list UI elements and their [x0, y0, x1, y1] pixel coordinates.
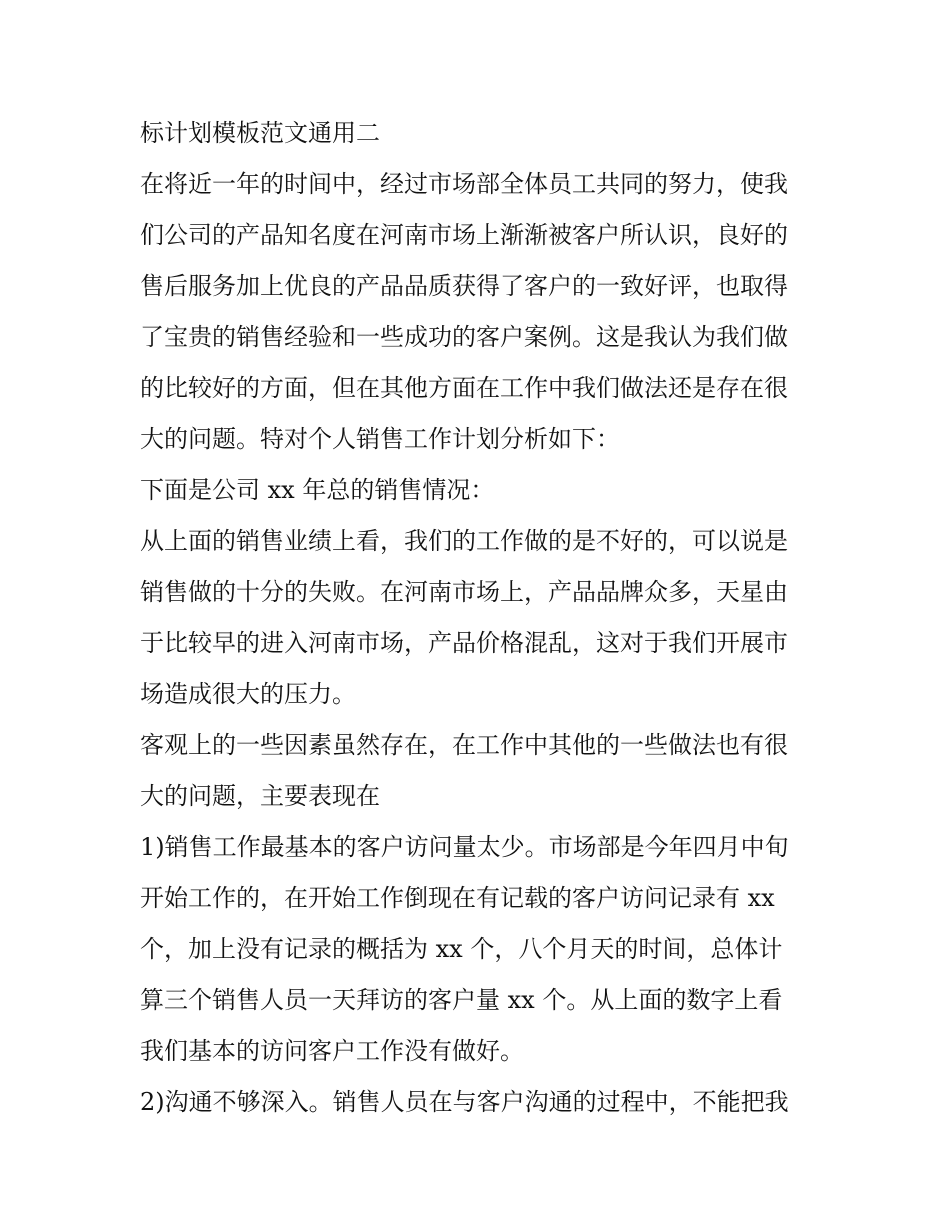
paragraph-line: 从上面的销售业绩上看，我们的工作做的是不好的，可以说是: [140, 527, 788, 555]
paragraph-line: 售后服务加上优良的产品品质获得了客户的一致好评，也取得: [140, 272, 788, 300]
list-item-line: 算三个销售人员一天拜访的客户量 xx 个。从上面的数字上看: [140, 986, 783, 1014]
paragraph-line: 场造成很大的压力。: [140, 680, 356, 708]
document-body: [140, 108, 816, 1128]
list-item-line: 个，加上没有记录的概括为 xx 个，八个月天的时间，总体计: [140, 935, 783, 963]
list-item-line: 开始工作的，在开始工作倒现在有记载的客户访问记录有 xx: [140, 884, 775, 912]
paragraph-line: 在将近一年的时间中，经过市场部全体员工共同的努力，使我: [140, 170, 788, 198]
paragraph-line: 了宝贵的销售经验和一些成功的客户案例。这是我认为我们做: [140, 323, 788, 351]
paragraph-line: 们公司的产品知名度在河南市场上渐渐被客户所认识，良好的: [140, 221, 788, 249]
list-item-line: 2)沟通不够深入。销售人员在与客户沟通的过程中，不能把我: [140, 1088, 789, 1116]
paragraph-line: 客观上的一些因素虽然存在，在工作中其他的一些做法也有很: [140, 731, 788, 759]
document-title-line: 标计划模板范文通用二: [140, 119, 380, 147]
list-item-line: 1)销售工作最基本的客户访问量太少。市场部是今年四月中旬: [140, 833, 789, 861]
paragraph-line: 下面是公司 xx 年总的销售情况：: [140, 476, 495, 504]
paragraph-line: 销售做的十分的失败。在河南市场上，产品品牌众多，天星由: [140, 578, 788, 606]
paragraph-line: 大的问题。特对个人销售工作计划分析如下：: [140, 425, 620, 453]
list-item-line: 我们基本的访问客户工作没有做好。: [140, 1037, 524, 1065]
paragraph-line: 大的问题，主要表现在: [140, 782, 380, 810]
paragraph-line: 的比较好的方面，但在其他方面在工作中我们做法还是存在很: [140, 374, 788, 402]
paragraph-line: 于比较早的进入河南市场，产品价格混乱，这对于我们开展市: [140, 629, 788, 657]
